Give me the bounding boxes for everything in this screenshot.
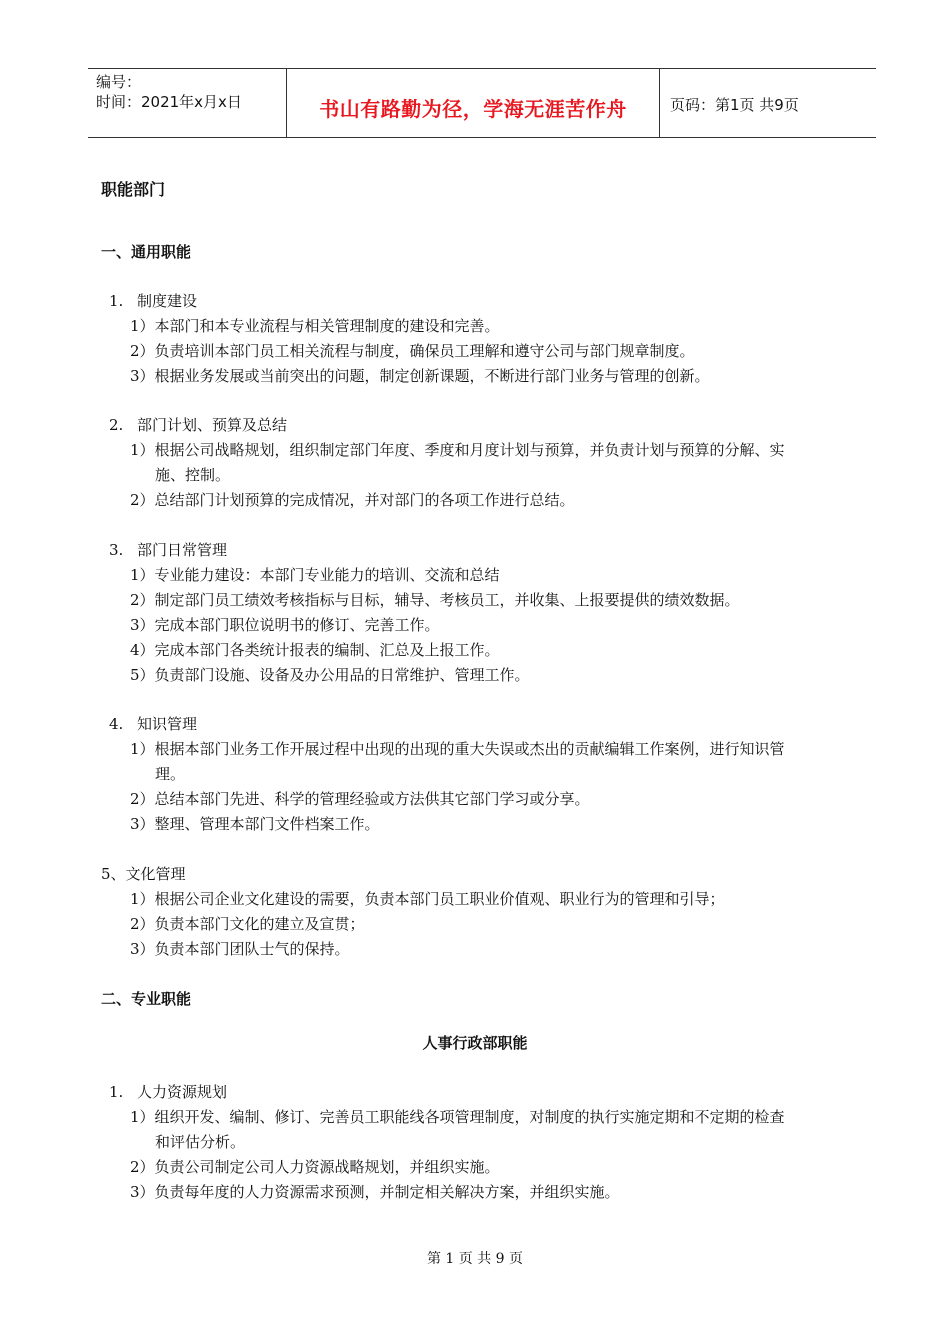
list-item: 3）整理、管理本部门文件档案工作。 — [130, 815, 380, 833]
group-title: 部门日常管理 — [137, 541, 228, 559]
list-item: 2）负责培训本部门员工相关流程与制度，确保员工理解和遵守公司与部门规章制度。 — [130, 342, 695, 360]
list-item: 3）负责每年度的人力资源需求预测，并制定相关解决方案，并组织实施。 — [130, 1183, 620, 1201]
header-info-cell — [88, 69, 287, 137]
department-heading: 人事行政部职能 — [422, 1034, 528, 1052]
list-item: 1）组织开发、编制、修订、完善员工职能线各项管理制度，对制度的执行实施定期和不定期的检查 — [130, 1108, 785, 1126]
list-item: 3）完成本部门职位说明书的修订、完善工作。 — [130, 616, 440, 634]
list-item: 1）专业能力建设：本部门专业能力的培训、交流和总结 — [130, 566, 500, 584]
page-footer: 第 1 页 共 9 页 — [426, 1251, 524, 1267]
list-item-continuation: 理。 — [155, 765, 186, 783]
list-item: 2）负责公司制定公司人力资源战略规划，并组织实施。 — [130, 1158, 500, 1176]
group-number: 1. — [109, 1083, 124, 1101]
group-title: 部门计划、预算及总结 — [137, 416, 288, 434]
list-item-continuation: 和评估分析。 — [155, 1133, 246, 1151]
section-heading-general: 一、通用职能 — [101, 243, 192, 261]
group-number: 4. — [109, 715, 124, 733]
list-item: 5）负责部门设施、设备及办公用品的日常维护、管理工作。 — [130, 666, 530, 684]
page-label: 页码：第1页 共9页 — [670, 96, 799, 114]
header-motto-cell — [287, 69, 660, 137]
list-item: 2）总结本部门先进、科学的管理经验或方法供其它部门学习或分享。 — [130, 790, 590, 808]
list-item-continuation: 施、控制。 — [155, 466, 231, 484]
header-page-cell — [660, 69, 876, 137]
group-title: 5、文化管理 — [101, 865, 186, 883]
list-item: 1）根据公司战略规划，组织制定部门年度、季度和月度计划与预算，并负责计划与预算的分解、实 — [130, 441, 785, 459]
list-item: 3）负责本部门团队士气的保持。 — [130, 940, 350, 958]
group-title: 知识管理 — [137, 715, 198, 733]
group-number: 1. — [109, 292, 124, 310]
motto: 书山有路勤为径，学海无涯苦作舟 — [319, 97, 627, 121]
list-item: 3）根据业务发展或当前突出的问题，制定创新课题，不断进行部门业务与管理的创新。 — [130, 367, 710, 385]
list-item: 2）制定部门员工绩效考核指标与目标，辅导、考核员工，并收集、上报要提供的绩效数据。 — [130, 591, 740, 609]
header-table — [88, 68, 876, 138]
list-item: 1）根据本部门业务工作开展过程中出现的出现的重大失误或杰出的贡献编辑工作案例，进行知识管 — [130, 740, 785, 758]
group-number: 2. — [109, 416, 124, 434]
list-item: 2）总结部门计划预算的完成情况，并对部门的各项工作进行总结。 — [130, 491, 575, 509]
group-title: 制度建设 — [137, 292, 198, 310]
doc-title: 职能部门 — [101, 180, 166, 199]
group-number: 3. — [109, 541, 124, 559]
serial-label: 编号： — [96, 73, 142, 91]
time-label: 时间：2021年x月x日 — [96, 93, 242, 111]
section-heading-professional: 二、专业职能 — [101, 990, 192, 1008]
group-title: 人力资源规划 — [137, 1083, 228, 1101]
list-item: 4）完成本部门各类统计报表的编制、汇总及上报工作。 — [130, 641, 500, 659]
list-item: 1）根据公司企业文化建设的需要，负责本部门员工职业价值观、职业行为的管理和引导； — [130, 890, 725, 908]
list-item: 2）负责本部门文化的建立及宣贯； — [130, 915, 365, 933]
list-item: 1）本部门和本专业流程与相关管理制度的建设和完善。 — [130, 317, 500, 335]
